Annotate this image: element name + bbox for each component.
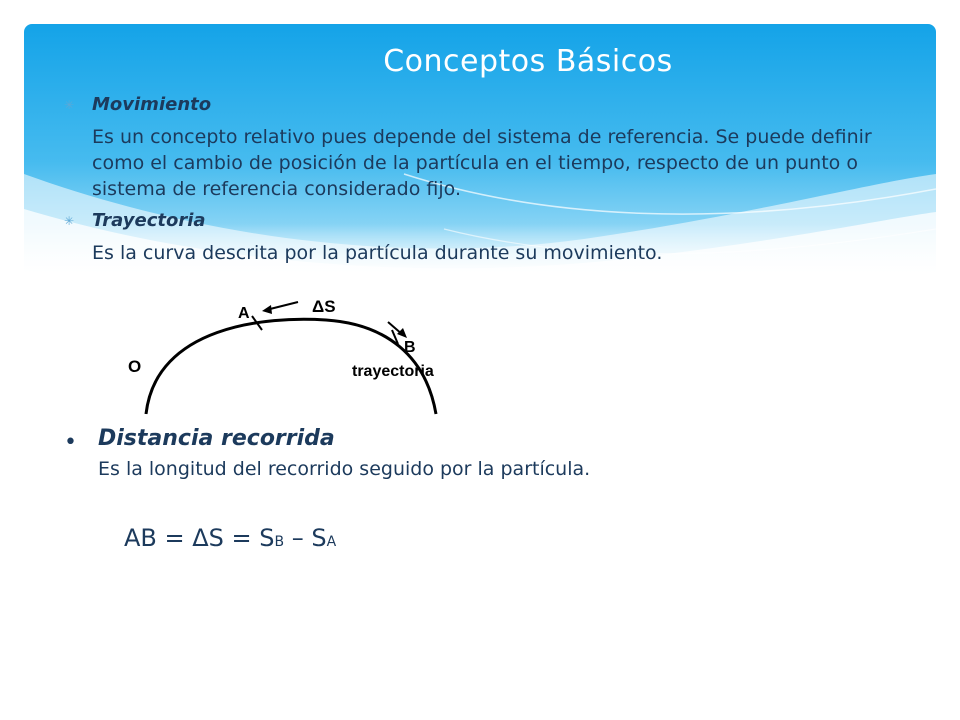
movimiento-body: Es un concepto relativo pues depende del sistema de referencia. Se puede definir como el cambio de posición de la partícula en el tiempo, respecto de un punto o sistema de referencia considerado fijo. [92,126,872,200]
formula-lhs: AB = ΔS = S [124,524,275,552]
trayectoria-title: Trayectoria [92,210,206,231]
trajectory-diagram [116,286,476,420]
label-a: A [238,305,250,322]
formula-sub-a: A [326,534,337,550]
arrow-right-icon [388,322,407,338]
label-o: O [128,357,142,376]
slide-title: Conceptos Básicos [383,44,673,79]
label-delta-s: ΔS [312,297,336,316]
formula-minus: – S [284,524,327,552]
distancia-title: Distancia recorrida [98,426,335,451]
movimiento-title: Movimiento [92,94,212,115]
star-bullet-icon: ✳ [64,98,75,112]
arrow-left-icon [262,302,298,314]
formula-sub-b: B [274,534,285,550]
label-trayectoria: trayectoria [352,363,434,380]
dot-bullet-icon: • [64,430,77,455]
distance-formula [124,524,336,552]
distancia-body: Es la longitud del recorrido seguido por la partícula. [98,458,591,480]
star-bullet-icon: ✳ [64,214,75,228]
label-b: B [404,339,416,356]
trayectoria-body: Es la curva descrita por la partícula durante su movimiento. [92,242,663,264]
